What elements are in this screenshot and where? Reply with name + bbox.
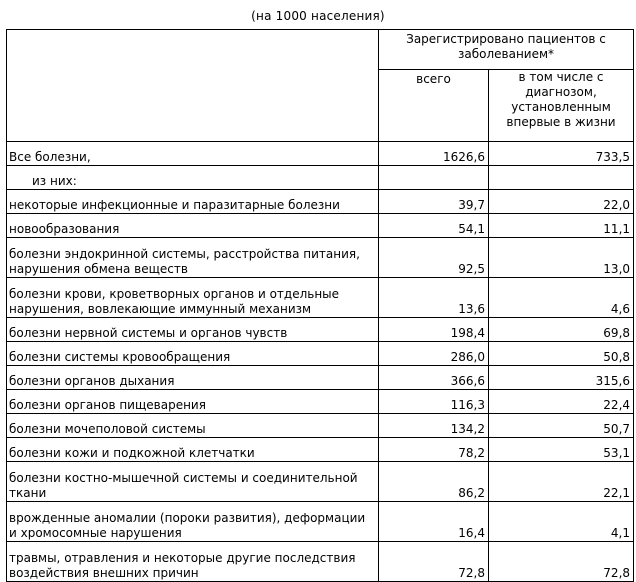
row-first: 50,7 — [489, 414, 634, 438]
row-label: болезни эндокринной системы, расстройства питания, нарушения обмена веществ — [7, 238, 379, 278]
table-row — [7, 142, 634, 166]
row-label: болезни крови, кроветворных органов и отдельные нарушения, вовлекающие иммунный механизм — [7, 278, 379, 318]
table-row — [7, 366, 634, 390]
morbidity-table — [6, 29, 634, 582]
header-first: в том числе с диагнозом, установленным впервые в жизни — [489, 70, 634, 142]
header-total: всего — [379, 70, 489, 142]
row-total — [379, 166, 489, 190]
row-label: травмы, отравления и некоторые другие последствия воздействия внешних причин — [7, 542, 379, 582]
row-first: 50,8 — [489, 342, 634, 366]
header-empty-cell — [7, 30, 379, 142]
table-row — [7, 502, 634, 542]
row-label: болезни кожи и подкожной клетчатки — [7, 438, 379, 462]
row-first: 53,1 — [489, 438, 634, 462]
row-first: 4,6 — [489, 278, 634, 318]
row-first: 315,6 — [489, 366, 634, 390]
table-row — [7, 214, 634, 238]
row-first: 4,1 — [489, 502, 634, 542]
row-label: болезни костно-мышечной системы и соединительной ткани — [7, 462, 379, 502]
row-first: 22,0 — [489, 190, 634, 214]
table-row — [7, 166, 634, 190]
row-total: 54,1 — [379, 214, 489, 238]
table-row — [7, 342, 634, 366]
row-label: болезни нервной системы и органов чувств — [7, 318, 379, 342]
table-row — [7, 414, 634, 438]
row-label: некоторые инфекционные и паразитарные болезни — [7, 190, 379, 214]
row-total: 39,7 — [379, 190, 489, 214]
row-label: болезни мочеполовой системы — [7, 414, 379, 438]
row-total: 366,6 — [379, 366, 489, 390]
row-total: 134,2 — [379, 414, 489, 438]
table-row — [7, 542, 634, 582]
table-caption: (на 1000 населения) — [251, 9, 385, 23]
row-label: новообразования — [7, 214, 379, 238]
row-label: болезни органов дыхания — [7, 366, 379, 390]
row-total: 92,5 — [379, 238, 489, 278]
row-first: 13,0 — [489, 238, 634, 278]
row-total: 86,2 — [379, 462, 489, 502]
row-total: 116,3 — [379, 390, 489, 414]
table-row — [7, 190, 634, 214]
row-first: 733,5 — [489, 142, 634, 166]
row-first: 69,8 — [489, 318, 634, 342]
row-total: 16,4 — [379, 502, 489, 542]
row-total: 72,8 — [379, 542, 489, 582]
row-first: 11,1 — [489, 214, 634, 238]
row-first: 22,4 — [489, 390, 634, 414]
table-row — [7, 238, 634, 278]
row-label: болезни системы кровообращения — [7, 342, 379, 366]
row-first — [489, 166, 634, 190]
row-total: 13,6 — [379, 278, 489, 318]
row-label: из них: — [7, 166, 379, 190]
table-row — [7, 438, 634, 462]
table-row — [7, 462, 634, 502]
table-row — [7, 278, 634, 318]
row-total: 198,4 — [379, 318, 489, 342]
row-total: 78,2 — [379, 438, 489, 462]
row-first: 72,8 — [489, 542, 634, 582]
row-first: 22,1 — [489, 462, 634, 502]
table-row — [7, 390, 634, 414]
row-total: 286,0 — [379, 342, 489, 366]
row-total: 1626,6 — [379, 142, 489, 166]
row-label: врожденные аномалии (пороки развития), деформации и хромосомные нарушения — [7, 502, 379, 542]
row-label: болезни органов пищеварения — [7, 390, 379, 414]
table-row — [7, 318, 634, 342]
row-label: Все болезни, — [7, 142, 379, 166]
header-group: Зарегистрировано пациентов с заболеванием* — [379, 30, 634, 70]
